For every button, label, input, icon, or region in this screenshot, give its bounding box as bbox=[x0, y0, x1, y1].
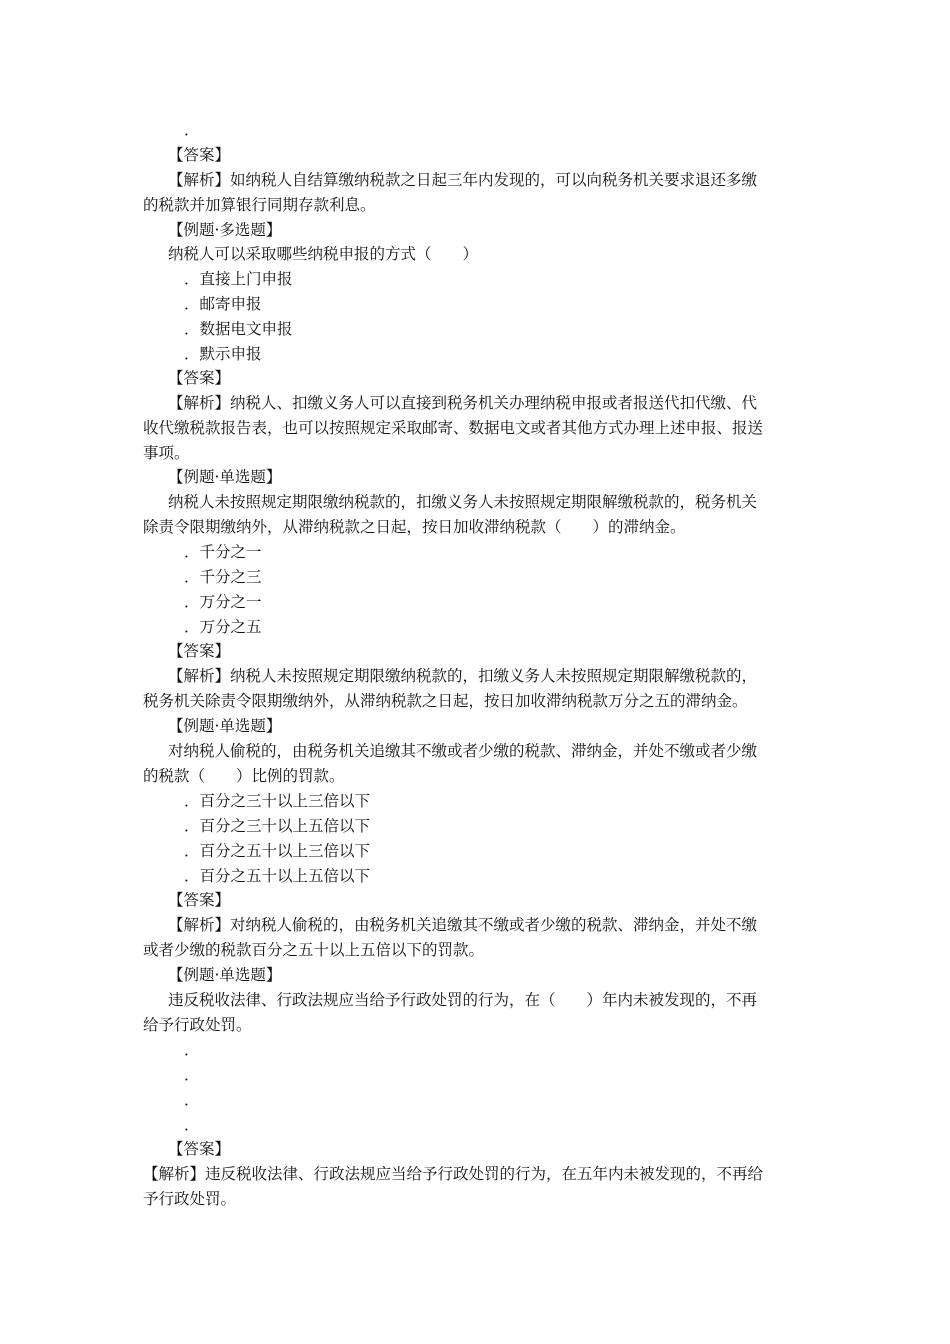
answer-heading: 【答案】 bbox=[168, 146, 231, 164]
analysis-line: 【解析】违反税收法律、行政法规应当给予行政处罚的行为，在五年内未被发现的，不再给 bbox=[143, 1165, 764, 1183]
option-item: ．百分之五十以上五倍以下 bbox=[184, 867, 371, 885]
question-text: 除责令限期缴纳外，从滞纳税款之日起，按日加收滞纳税款（ ）的滞纳金。 bbox=[143, 518, 686, 536]
example-heading: 【例题·多选题】 bbox=[168, 221, 282, 239]
question-text: 纳税人未按照规定期限缴纳税款的，扣缴义务人未按照规定期限解缴税款的，税务机关 bbox=[168, 493, 758, 511]
option-item: ．百分之五十以上三倍以下 bbox=[184, 842, 371, 860]
answer-heading: 【答案】 bbox=[168, 891, 231, 909]
analysis-line: 【解析】对纳税人偷税的，由税务机关追缴其不缴或者少缴的税款、滞纳金，并处不缴 bbox=[168, 916, 758, 934]
analysis-line: 税务机关除责令限期缴纳外，从滞纳税款之日起，按日加收滞纳税款万分之五的滞纳金。 bbox=[143, 692, 748, 710]
option-marker: ． bbox=[184, 1041, 200, 1059]
question-text: 对纳税人偷税的，由税务机关追缴其不缴或者少缴的税款、滞纳金，并处不缴或者少缴 bbox=[168, 742, 758, 760]
analysis-line: 予行政处罚。 bbox=[143, 1190, 237, 1208]
question-text: 违反税收法律、行政法规应当给予行政处罚的行为，在（ ）年内未被发现的，不再 bbox=[168, 991, 758, 1009]
analysis-line: 的税款并加算银行同期存款利息。 bbox=[143, 196, 376, 214]
analysis-line: 【解析】纳税人未按照规定期限缴纳税款的，扣缴义务人未按照规定期限解缴税款的， bbox=[168, 667, 758, 685]
option-item: ．默示申报 bbox=[184, 345, 262, 363]
option-item: ．千分之一 bbox=[184, 543, 262, 561]
answer-heading: 【答案】 bbox=[168, 642, 231, 660]
option-item: ．百分之三十以上三倍以下 bbox=[184, 792, 371, 810]
option-item: ．千分之三 bbox=[184, 568, 262, 586]
option-marker: ． bbox=[184, 1066, 200, 1084]
analysis-line: 收代缴税款报告表，也可以按照规定采取邮寄、数据电文或者其他方式办理上述申报、报送 bbox=[143, 419, 764, 437]
option-item: ．万分之五 bbox=[184, 618, 262, 636]
question-text: 纳税人可以采取哪些纳税申报的方式（ ） bbox=[168, 245, 479, 263]
analysis-line: 【解析】如纳税人自结算缴纳税款之日起三年内发现的，可以向税务机关要求退还多缴 bbox=[168, 171, 758, 189]
option-marker: ． bbox=[184, 1091, 200, 1109]
option-item: ．百分之三十以上五倍以下 bbox=[184, 817, 371, 835]
option-item: ．万分之一 bbox=[184, 593, 262, 611]
example-heading: 【例题·单选题】 bbox=[168, 468, 282, 486]
option-item: ．直接上门申报 bbox=[184, 270, 293, 288]
option-item: ．数据电文申报 bbox=[184, 320, 293, 338]
option-item: ．邮寄申报 bbox=[184, 295, 262, 313]
example-heading: 【例题·单选题】 bbox=[168, 966, 282, 984]
question-text: 的税款（ ）比例的罚款。 bbox=[143, 767, 345, 785]
analysis-line: 【解析】纳税人、扣缴义务人可以直接到税务机关办理纳税申报或者报送代扣代缴、代 bbox=[168, 394, 758, 412]
example-heading: 【例题·单选题】 bbox=[168, 717, 282, 735]
option-marker: ． bbox=[184, 1116, 200, 1134]
answer-heading: 【答案】 bbox=[168, 1140, 231, 1158]
question-text: 给予行政处罚。 bbox=[143, 1016, 252, 1034]
analysis-line: 事项。 bbox=[143, 444, 190, 462]
answer-heading: 【答案】 bbox=[168, 369, 231, 387]
analysis-line: 或者少缴的税款百分之五十以上五倍以下的罚款。 bbox=[143, 941, 485, 959]
option-marker: ． bbox=[184, 121, 200, 139]
